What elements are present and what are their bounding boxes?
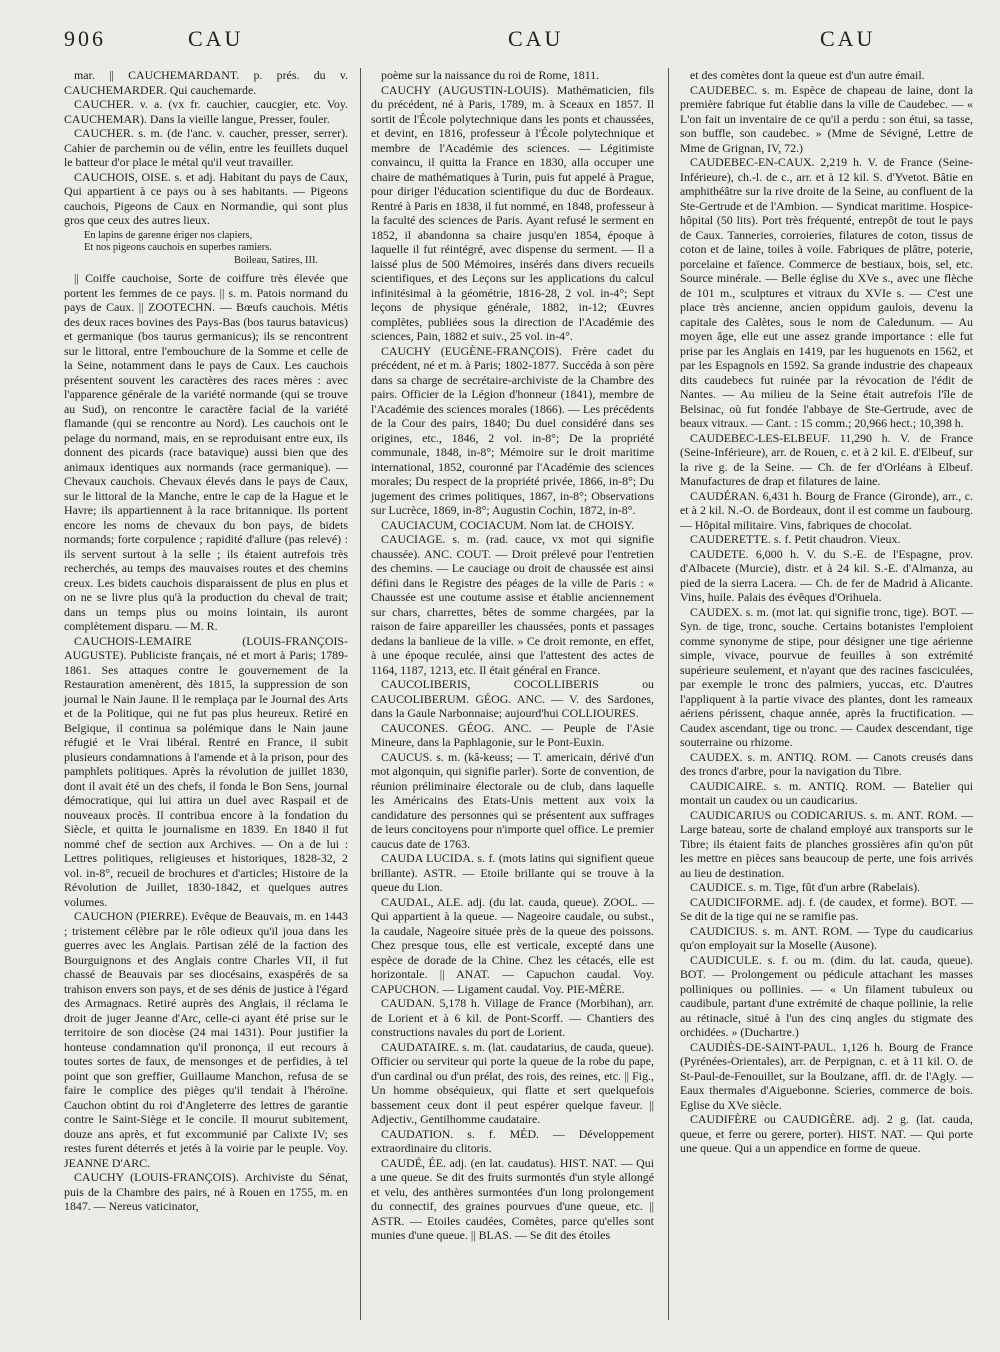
column-rule [668,68,669,1320]
entry: CAUDATION. s. f. MÉD. — Développement extraordinaire du clitoris. [371,1126,654,1155]
entry: CAUCIACUM, COCIACUM. Nom lat. de CHOISY. [381,517,635,532]
column-2 [371,68,654,1243]
verse-line: Et nos pigeons cauchois en superbes ramiers. [84,242,272,253]
entry: CAUDETE. 6,000 h. V. du S.-E. de l'Espagne, prov. d'Albacete (Murcie), distr. et à 24 kil. S.-E. d'Almanza, au pied de la sierra Lacera. — Ch. de fer de Madrid à Alicante. Vins, huile. Palais des évêques d'Orihuela. [680,546,973,604]
entry: CAUDEX. s. m. (mot lat. qui signifie tronc, tige). BOT. — Syn. de tige, tronc, souche. Certains botanistes l'emploient comme synonyme de stipe, pour désigner une tige aérienne simple, vivace, pourvue de feuilles à son extrémité supérieure seulement, et n'ayant que des racines fasciculées, par exemple le tronc des palmiers, yuccas, etc. D'autres l'appliquent à la partie vivace des plantes, dont les rameaux aériens périssent, chaque année, après la fructification. — Caudex ascendant, tige ou tronc. — Caudex descendant, tige souterraine ou rhizome. [680,604,973,749]
entry: CAUDEX. s. m. ANTIQ. ROM. — Canots creusés dans des troncs d'arbre, pour la navigation du Tibre. [680,749,973,778]
entry: CAUDEBEC-LES-ELBEUF. 11,290 h. V. de France (Seine-Inférieure), arr. de Rouen, c. et à 2 kil. E. d'Elbeuf, sur la rive g. de la Seine. — Ch. de fer d'Orléans à Elbeuf. Manufactures de drap et filatures de laine. [680,430,973,488]
entry: CAUDICULE. s. f. ou m. (dim. du lat. cauda, queue). BOT. — Prolongement ou pédicule attachant les masses polliniques ou pollinies. — « Un filament tubuleux ou caudibule, partant d'une extrémité de chaque pollinie, la relie au rétinacle, situé à l'un des cinq angles du stigmate des orchidées. » (Duchartre.) [680,952,973,1039]
column-1 [64,68,348,1214]
entry: CAUDAN. 5,178 h. Village de France (Morbihan), arr. de Lorient et à 6 kil. de Pont-Scorff. — Chantiers des constructions navales du port de Lorient. [371,996,654,1039]
entry: CAUCHOIS-LEMAIRE (LOUIS-FRANÇOIS-AUGUSTE). Publiciste français, né et mort à Paris; 1789-1861. Ses attaques contre le gouvernement de la Restauration amenèrent, dès 1815, la suppression de son journal le Nain Jaune. Il le remplaça par le Journal des Arts et de la Politique, qui ne fut pas plus heureux. Retiré en Belgique, il continua sa polémique dans le Nain jaune réfugié et le Vrai libéral. Rentré en France, il subit plusieurs condamnations à l'amende et à la prison, pour des pamphlets politiques. Après la révolution de juillet 1830, dont il avait été un des chefs, il fonda le Bon Sens, journal démocratique, qui lui attira un duel avec Raspail et de nouveaux procès. Il contribua encore à la fondation du Siècle, et quitta le journalisme en 1839. En 1840 il fut nommé chef de section aux Archives. — On a de lui : Lettres politiques, religieuses et historiques, 1828-32, 2 vol. in-8°, recueil de brochures et d'articles; Histoire de la Révolution de Juillet, 1830-1842, et quelques autres volumes. [64,633,348,909]
entry: CAUCHY (AUGUSTIN-LOUIS). Mathématicien, fils du précédent, né à Paris, 1789, m. à Sceaux en 1857. Il sortit de l'École polytechnique dans les ponts et chaussées, et devint, en 1816, professeur à l'École polytechnique et membre de l'Académie des sciences. — Légitimiste convaincu, il quitta la France en 1830, alla occuper une chaire de mathématiques à Turin, puis fut appelé à Prague, pour diriger l'éducation scientifique du duc de Bordeaux. Rentré à Paris en 1838, il fut nommé, en 1848, professeur à la faculté des sciences de Paris. Ayant refusé le serment en 1852, il abandonna sa chaire jusqu'en 1854, époque à laquelle il fut réintégré, avec dispense du serment. — Il a laissé plus de 500 Mémoires, insérés dans divers recueils scientifiques, et des Leçons sur les applications du calcul infinitésimal à la géométrie, 1816-28, 2 vol. in-4°; Sept leçons de physique générale, 1882, in-12; Œuvres complètes, publiées sous la direction de l'Académie des sciences, Pain, 1882 et suiv., 25 vol. in-4°. [371,82,654,343]
verse-quote [64,230,348,268]
entry: CAUDEBEC. s. m. Espèce de chapeau de laine, dont la première fabrique fut établie dans la ville de Caudebec. — « L'on fait un inventaire de ce qu'il a perdu : son étui, sa tasse, son buffle, son caudebec. » (Mme de Sévigné, Lettre de Mme de Grignan, IV, 72.) [680,82,973,155]
entry: CAUDICIFORME. adj. f. (de caudex, et forme). BOT. — Se dit de la tige qui ne se ramifie pas. [680,894,973,923]
entry: CAUDICAIRE. s. m. ANTIQ. ROM. — Batelier qui montait un caudex ou un caudicarius. [680,778,973,807]
entry: CAUDA LUCIDA. s. f. (mots latins qui signifient queue brillante). ASTR. — Etoile brillante qui se trouve à la queue du Lion. [371,851,654,894]
entry: CAUDICIUS. s. m. ANT. ROM. — Type du caudicarius qu'on employait sur la Moselle (Ausone). [680,923,973,952]
running-head-left: CAU [188,26,244,51]
column-rule [360,68,361,1320]
entry: CAUDÉ, ÉE. adj. (en lat. caudatus). HIST. NAT. — Qui a une queue. Se dit des fruits surmontés d'un style allongé et velu, des anthères surmontées d'un long prolongement du connectif, des graines pourvues d'une queue, etc. || ASTR. — Etoiles caudées, Comètes, parce qu'elles sont munies d'une queue. || BLAS. — Se dit des étoiles [371,1155,654,1242]
verse-source: Boileau, Satires, III. [234,254,318,266]
entry: CAUDIÈS-DE-SAINT-PAUL. 1,126 h. Bourg de France (Pyrénées-Orientales), arr. de Perpignan, c. et à 11 kil. O. de St-Paul-de-Fenouillet, sur la Boulzane, affl. dr. de l'Agly. — Eaux thermales d'Aiguebonne. Scieries, commerce de bois. Eglise du XVe siècle. [680,1039,973,1112]
entry: CAUCIAGE. s. m. (rad. cauce, vx mot qui signifie chaussée). ANC. COUT. — Droit prélevé pour l'entretien des chemins. — Le cauciage ou droit de chaussée est ainsi défini dans le Registre des péages de la ville de Paris : « Chaussée est une coutume assise et établie anciennement sur chars, charrettes, bêtes de somme chargées, par la raison de faire appareiller les chaussées, ponts et passages dedans la banlieue de la ville. » Ce droit remonte, en effet, à une époque reculée, ainsi que l'attestent des actes de 1164, 1187, 1213, etc. Il était général en France. [371,532,654,677]
entry: CAUCOLIBERIS, COCOLLIBERIS ou CAUCOLIBERUM. GÉOG. ANC. — V. des Sardones, dans la Gaule Narbonnaise; aujourd'hui COLLIOURES. [371,677,654,720]
entry: CAUCHOIS, OISE. s. et adj. Habitant du pays de Caux, Qui appartient à ce pays ou à ses habitants. — Pigeons cauchois, Pigeons de Caux en Normandie, qui sont plus gros que ceux des autres lieux. [64,169,348,227]
entry: CAUDATAIRE. s. m. (lat. caudatarius, de cauda, queue). Officier ou serviteur qui porte la queue de la robe du pape, d'un cardinal ou d'un prélat, des rois, des reines, etc. || Fig., Un homme obséquieux, qui flatte et sert quelquefois bassement ceux dont il peut espérer quelque faveur. || Adjectiv., Gentilhomme caudataire. [371,1039,654,1126]
page-number: 906 [64,26,106,51]
running-head-center: CAU [508,26,564,51]
entry: CAUDICARIUS ou CODICARIUS. s. m. ANT. ROM. — Large bateau, sorte de chaland employé aux transports sur le Tibre; ils étaient faits de planches grossières afin qu'on pût les mettre en pièces sans beaucoup de perte, une fois arrivés au lieu de destination. [680,807,973,880]
entry: || Coiffe cauchoise, Sorte de coiffure très élevée que portent les femmes de ce pays. || s. m. Patois normand du pays de Caux. || ZOOTECHN. — Bœufs cauchois. Métis des deux races bovines des Pays-Bas (bos taurus batavicus) et germanique (bos taurus germanicus); ils se rencontrent sur le littoral, entre l'embouchure de la Somme et celle de la Seine, notamment dans le pays de Caux. Les cauchois présentent souvent les caractères des races mères : avec l'apparence générale de la variété normande (qui se trouve au Sud), on rencontre le caractère facial de la variété flamande (qui se rencontre au Nord). Les cauchois ont le pelage du normand, mais, en se reproduisant entre eux, ils donnent des picards (race batavique) aussi bien que des animaux identiques aux normands (race germanique). — Chevaux cauchois. Chevaux élevés dans le pays de Caux, sur le littoral de la Manche, entre le cap de la Hague et le Havre; ils appartiennent à la race britannique. Ils portent encore les noms de chevaux du bon pays, de bidets normands; forte corpulence ; rapidité d'allure (pas relevé) : ils servent surtout à la selle ; ils étaient autrefois très recherchés, au temps des mauvaises routes et des chemins creux. Les bidets cauchois disparaissent de plus en plus et on ne se livre plus qu'à la production du cheval de trait; dans un temps plus ou moins lointain, ils auront complètement disparu. — M. R. [64,271,348,633]
entry: CAUDAL, ALE. adj. (du lat. cauda, queue). ZOOL. — Qui appartient à la queue. — Nageoire caudale, ou subst., la caudale, Nageoire située près de la queue des poissons. Chez presque tous, elle est verticale, excepté dans une espèce de dorade de la Chine. Chez les cétacés, elle est horizontale. || ANAT. — Capuchon caudal. Voy. CAPUCHON. — Ligament caudal. Voy. PIE-MÈRE. [371,894,654,996]
entry: CAUCHER. s. m. (de l'anc. v. caucher, presser, serrer). Cahier de parchemin ou de vélin, entre les feuillets duquel le batteur d'or place le métal qu'il veut travailler. [64,126,348,169]
verse-line: En lapins de garenne ériger nos clapiers, [84,229,253,241]
entry: CAUCHY (LOUIS-FRANÇOIS). Archiviste du Sénat, puis de la Chambre des pairs, né à Rouen en 1755, m. en 1847. — Nereus vaticinator, [64,1170,348,1213]
entry: et des comètes dont la queue est d'un autre émail. [690,68,925,82]
entry: poème sur la naissance du roi de Rome, 1811. [381,68,600,82]
entry: CAUCUS. s. m. (kâ-keuss; — T. americain, dérivé d'un mot algonquin, qui signifie parler). Sorte de convention, de réunion préliminaire électorale ou de club, dans laquelle les Américains des Etats-Unis mettent aux voix la candidature des personnes qui se présentent aux suffrages de leurs concitoyens pour n'importe quel office. Le premier caucus date de 1763. [371,749,654,851]
entry: CAUCHY (EUGÈNE-FRANÇOIS). Frère cadet du précédent, né et m. à Paris; 1802-1877. Succéda à son père dans sa charge de secrétaire-archiviste de la Chambre des pairs. Officier de la Légion d'honneur (1841), membre de l'Académie des sciences morales (1866). — Les précédents de la Cour des pairs, 1840; Du duel considéré dans ses origines, etc., 1846, 2 vol. in-8°; De la propriété communale, 1848, in-8°; Mémoire sur le droit maritime international, 1852, couronné par l'Académie des sciences morales; Du respect de la propriété privée, 1866, in-8°; Du jugement des crimes politiques, 1867, in-8°; Observations sur Lucrèce, 1869, in-8°; Augustin Cochin, 1872, in-8°. [371,343,654,517]
entry: CAUDÉRAN. 6,431 h. Bourg de France (Gironde), arr., c. et à 2 kil. N.-O. de Bordeaux, dont il est comme un faubourg. — Hôpital militaire. Vins, fabriques de chocolat. [680,488,973,532]
entry: CAUDEBEC-EN-CAUX. 2,219 h. V. de France (Seine-Inférieure), ch.-l. de c., arr. et à 12 kil. S. d'Yvetot. Bâtie en amphithéâtre sur la rive droite de la Seine, au confluent de la Ste-Gertrude et de l'Ambion. — Syndicat maritime. Hospice-hôpital (50 lits). Port très fréquenté, entrepôt de tout le pays de Caux. Tanneries, corroieries, filatures de coton, tissus de coton et de laine, toiles à voile. Fabriques de plâtre, poterie, porcelaine et faïence. Commerce de bestiaux, bois, sel, etc. Source minérale. — Belle église du XVe s., avec une flèche de 101 m., sculptures et vitraux du XVIe s. — C'est une place très ancienne, ancien oppidum gaulois, devenu la capitale des Calètes, sous le nom de Caledunum. — Au moyen âge, elle eut une assez grande importance : elle fut prise par les Anglais en 1419, par les huguenots en 1562, et par les Espagnols en 1592. Sa grande industrie des chapeaux dits caudebecs fut ruinée par la révocation de l'édit de Nantes. — Au milieu de la Seine était autrefois l'île de Belsinac, où fut fondée l'abbaye de Ste-Gertrude, avec de beaux vitraux. — Cant. : 15 comm.; 20,966 hect.; 10,398 h. [680,155,973,430]
running-head-right: CAU [820,26,876,51]
column-3 [680,68,973,1156]
entry: mar. || CAUCHEMARDANT. p. prés. du v. CAUCHEMARDER. Qui cauchemarde. [64,68,348,97]
entry: CAUDIFÈRE ou CAUDIGÈRE. adj. 2 g. (lat. cauda, queue, et ferre ou gerere, porter). HIST. NAT. — Qui porte une queue. Qui a un appendice en forme de queue. [680,1112,973,1155]
entry: CAUCHON (PIERRE). Evêque de Beauvais, m. en 1443 ; tristement célèbre par le rôle odieux qu'il joua dans les guerres avec les Anglais. Partisan zélé de la faction des Bourguignons et des Anglais contre Charles VII, il fut chassé de Beauvais par ses diocésains, exaspérés de sa trahison envers son pays, et de ses dénis de justice à l'égard des Armagnacs. Retiré auprès des Anglais, il réclama le droit de juger Jeanne d'Arc, celle-ci ayant été prise sur le territoire de son diocèse (24 mai 1431). Pour justifier la honteuse condamnation qu'il prononça, il eut recours à toutes sortes de faux, de mensonges et de perfidies, à tel point que son greffier, Guillaume Manchon, refusa de se faire le complice des pièges qu'il tendait à l'héroïne. Cauchon obtint du roi d'Angleterre des lettres de garantie contre le Saint-Siège et le concile. Il mourut subitement, douze ans après, et fut excommunié par Calixte IV; ses restes furent déterrés et jetés à la voirie par le peuple. Voy. JEANNE D'ARC. [64,909,348,1170]
entry: CAUCONES. GÉOG. ANC. — Peuple de l'Asie Mineure, dans la Paphlagonie, sur le Pont-Euxin. [371,720,654,749]
entry: CAUDERETTE. s. f. Petit chaudron. Vieux. [690,532,901,546]
entry: CAUCHER. v. a. (vx fr. cauchier, caucgier, etc. Voy. CAUCHEMAR). Dans la vieille langue, Presser, fouler. [64,97,348,126]
entry: CAUDICE. s. m. Tige, fût d'un arbre (Rabelais). [690,880,921,894]
